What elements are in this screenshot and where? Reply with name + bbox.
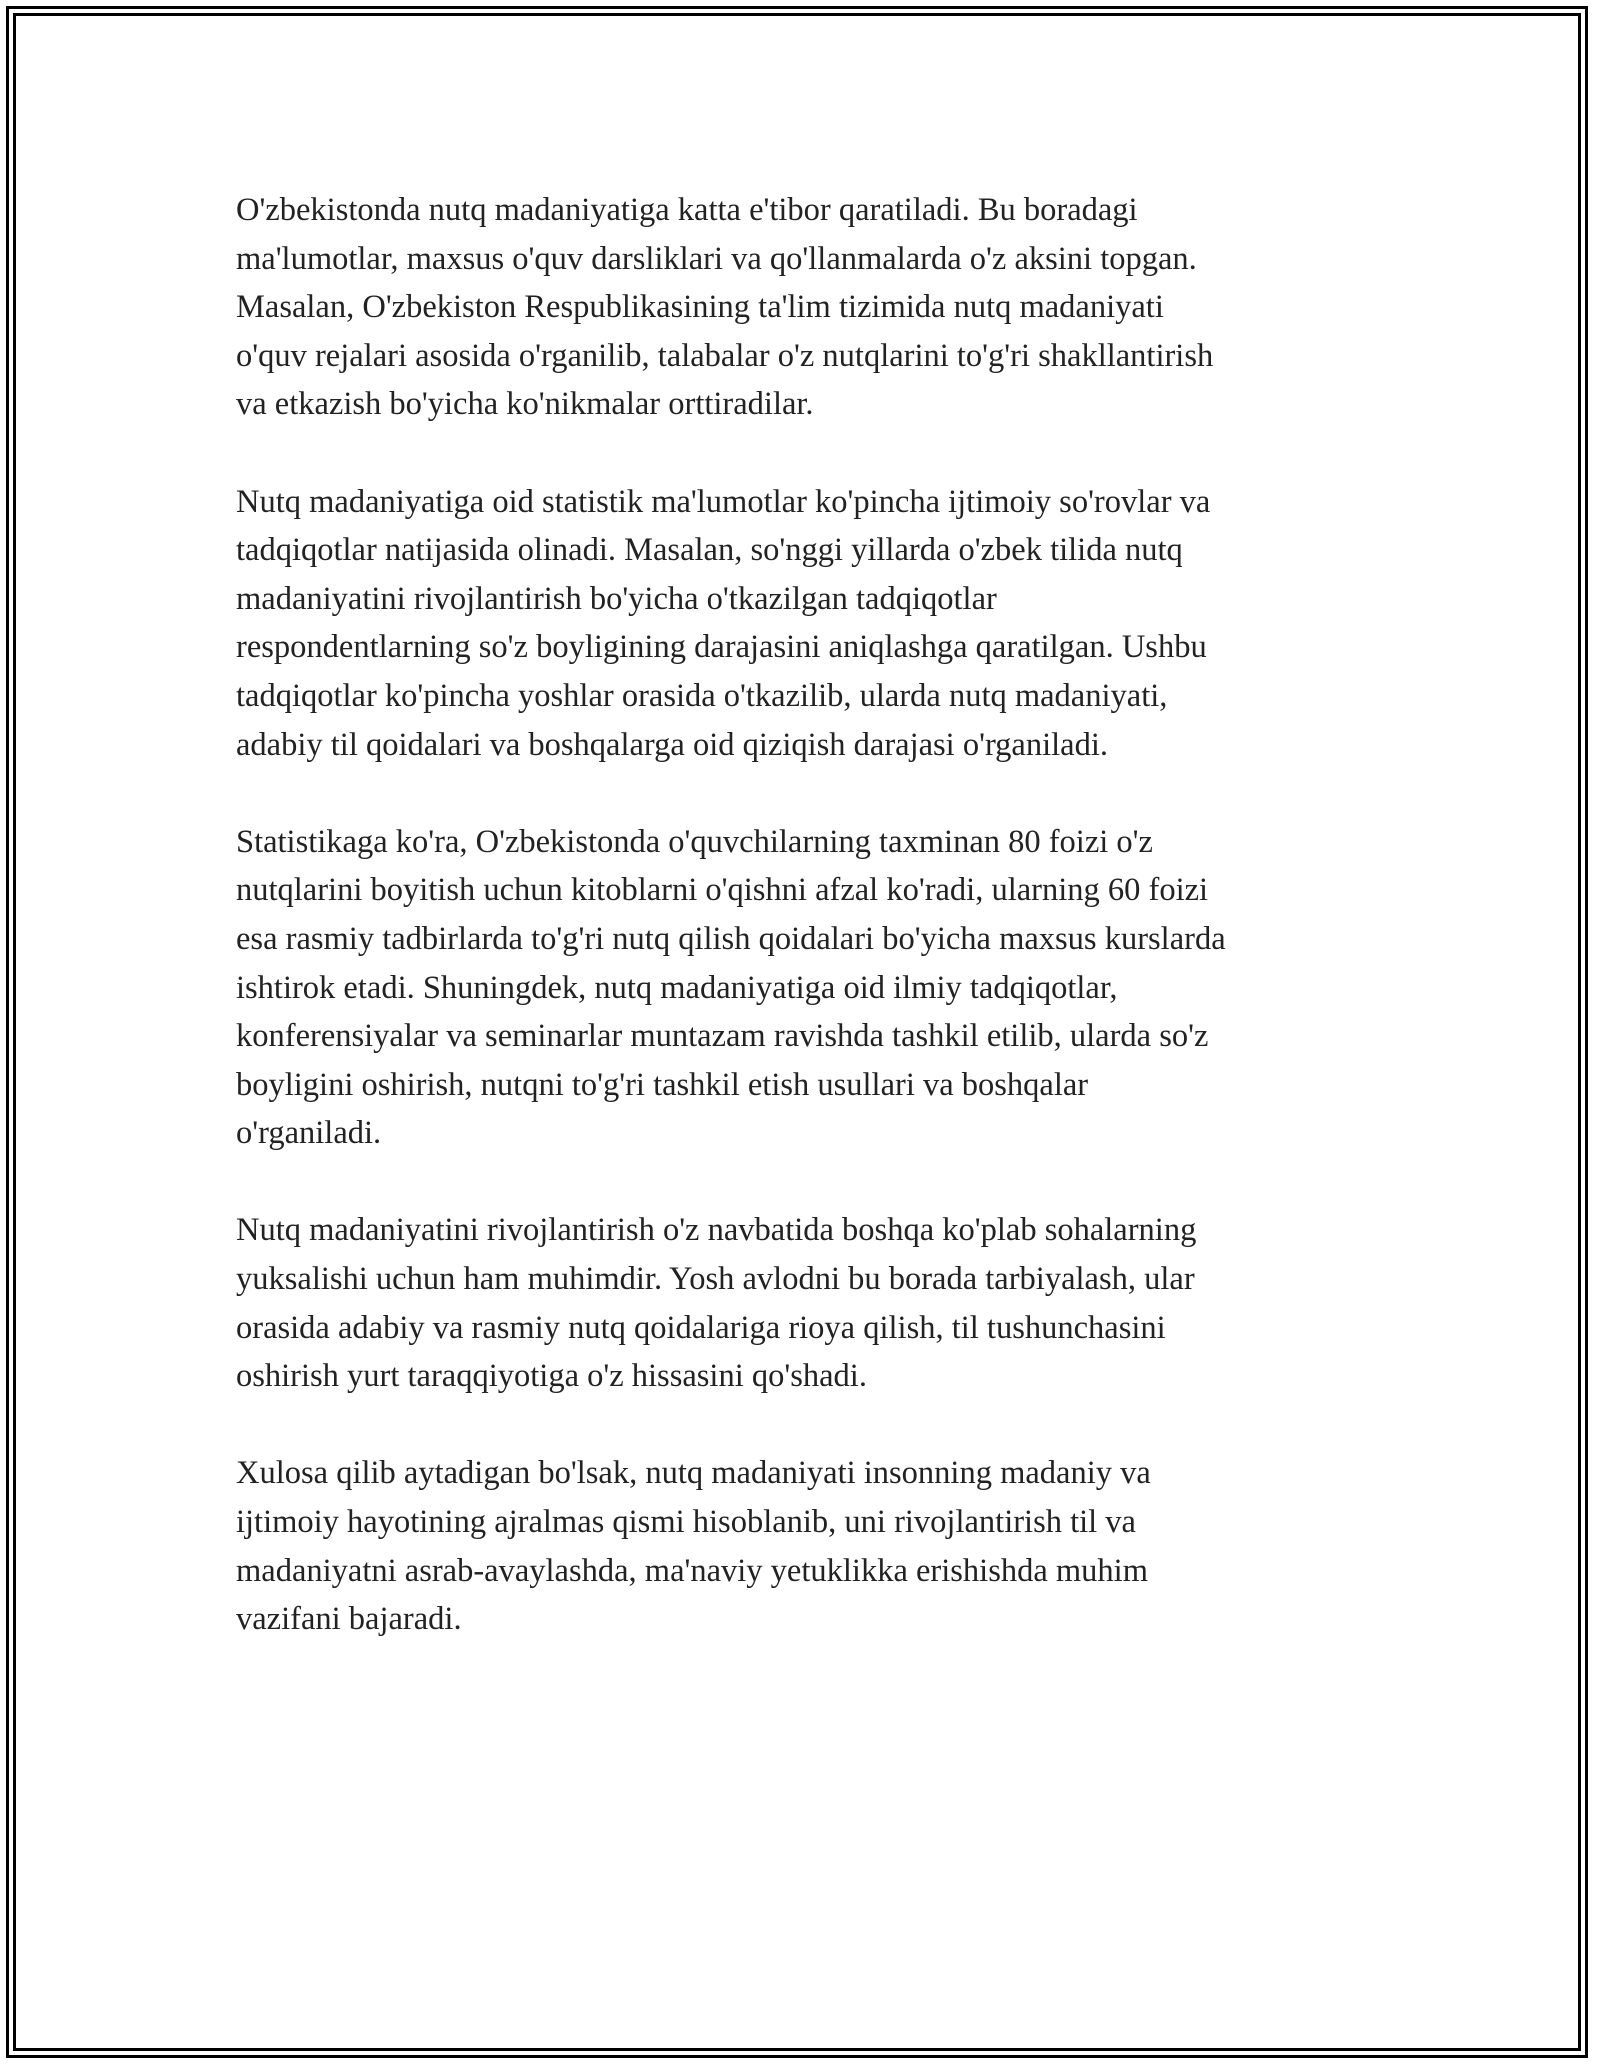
paragraph-line: tadqiqotlar ko'pincha yoshlar orasida o'tkazilib, ularda nutq madaniyati, — [236, 677, 1168, 714]
paragraph-line: madaniyatni asrab-avaylashda, ma'naviy yetuklikka erishishda muhim — [236, 1552, 1148, 1589]
paragraph-line: Masalan, O'zbekiston Respublikasining ta'lim tizimida nutq madaniyati — [236, 289, 1164, 326]
paragraph-line: ishtirok etadi. Shuningdek, nutq madaniyatiga oid ilmiy tadqiqotlar, — [236, 969, 1118, 1006]
paragraph-line: ma'lumotlar, maxsus o'quv darsliklari va qo'llanmalarda o'z aksini topgan. — [236, 240, 1197, 277]
paragraph-line: va etkazish bo'yicha ko'nikmalar orttiradilar. — [236, 386, 814, 423]
paragraph-line: oshirish yurt taraqqiyotiga o'z hissasini qo'shadi. — [236, 1358, 867, 1395]
paragraph-line: yuksalishi uchun ham muhimdir. Yosh avlodni bu borada tarbiyalash, ular — [236, 1261, 1195, 1298]
paragraph-line: nutqlarini boyitish uchun kitoblarni o'qishni afzal ko'radi, ularning 60 foizi — [236, 872, 1209, 909]
paragraph-line: esa rasmiy tadbirlarda to'g'ri nutq qilish qoidalari bo'yicha maxsus kurslarda — [236, 920, 1226, 957]
paragraph-line: O'zbekistonda nutq madaniyatiga katta e'tibor qaratiladi. Bu boradagi — [236, 192, 1138, 228]
paragraph-line: madaniyatini rivojlantirish bo'yicha o'tkazilgan tadqiqotlar — [236, 580, 997, 617]
paragraph-line: o'quv rejalari asosida o'rganilib, talabalar o'z nutqlarini to'g'ri shakllantirish — [236, 337, 1214, 374]
paragraph-line: o'rganiladi. — [236, 1115, 382, 1152]
paragraph-line: ijtimoiy hayotining ajralmas qismi hisoblanib, uni rivojlantirish til va — [236, 1504, 1136, 1541]
paragraph-3 — [236, 818, 1376, 1158]
paragraph-line: Statistikaga ko'ra, O'zbekistonda o'quvchilarning taxminan 80 foizi o'z — [236, 823, 1153, 860]
paragraph-line: Nutq madaniyatini rivojlantirish o'z navbatida boshqa ko'plab sohalarning — [236, 1212, 1197, 1249]
paragraph-line: Nutq madaniyatiga oid statistik ma'lumotlar ko'pincha ijtimoiy so'rovlar va — [236, 483, 1211, 520]
paragraph-line: konferensiyalar va seminarlar muntazam ravishda tashkil etilib, ularda so'z — [236, 1018, 1209, 1055]
paragraph-1 — [236, 186, 1376, 429]
paragraph-4 — [236, 1206, 1376, 1400]
paragraph-line: boyligini oshirish, nutqni to'g'ri tashkil etish usullari va boshqalar — [236, 1066, 1089, 1103]
paragraph-line: vazifani bajaradi. — [236, 1601, 462, 1638]
paragraph-line: orasida adabiy va rasmiy nutq qoidalariga rioya qilish, til tushunchasini — [236, 1309, 1166, 1346]
paragraph-line: respondentlarning so'z boyligining darajasini aniqlashga qaratilgan. Ushbu — [236, 629, 1207, 666]
paragraph-line: adabiy til qoidalari va boshqalarga oid qiziqish darajasi o'rganiladi. — [236, 726, 1108, 763]
paragraph-line: tadqiqotlar natijasida olinadi. Masalan, so'nggi yillarda o'zbek tilida nutq — [236, 532, 1183, 569]
document-body — [236, 186, 1376, 1692]
paragraph-5 — [236, 1449, 1376, 1643]
paragraph-line: Xulosa qilib aytadigan bo'lsak, nutq madaniyati insonning madaniy va — [236, 1455, 1151, 1492]
paragraph-2 — [236, 478, 1376, 770]
